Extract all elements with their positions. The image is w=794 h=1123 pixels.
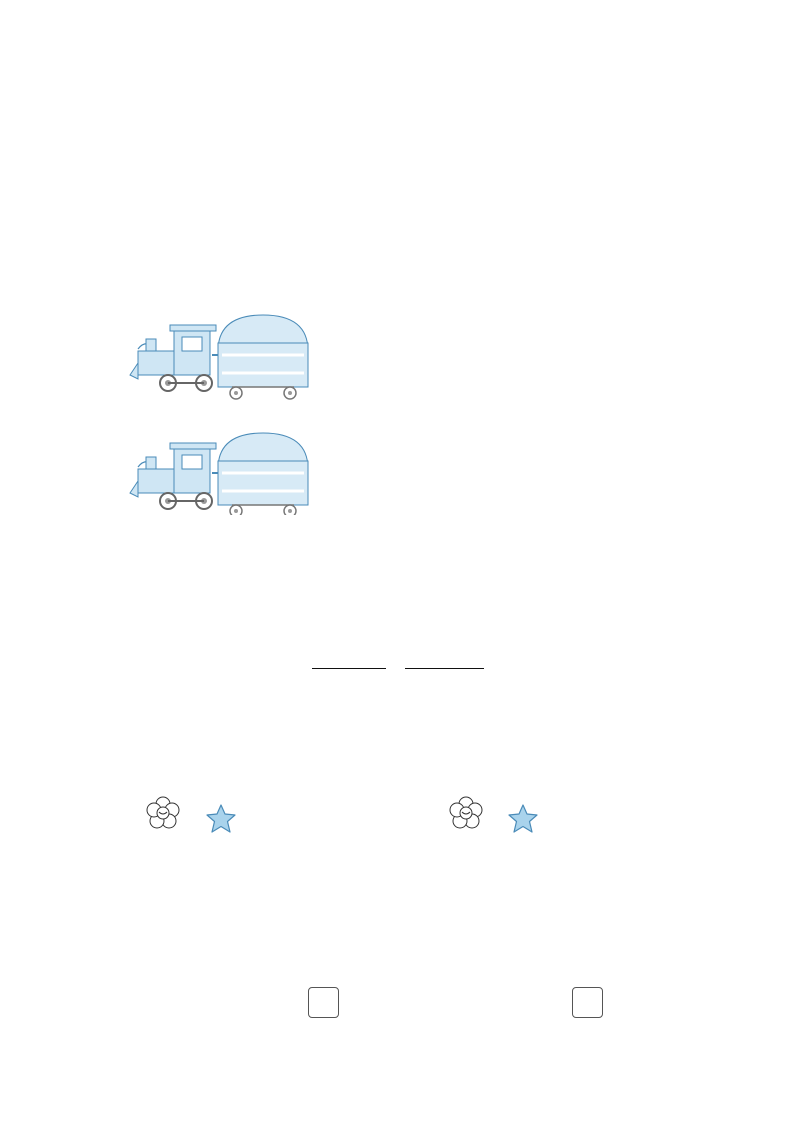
star-icon xyxy=(204,802,238,836)
s5q3-eq1-answer-box[interactable] xyxy=(308,987,339,1018)
number-ruler-2 xyxy=(453,942,645,972)
flower-row-2 xyxy=(432,852,672,892)
trains-figure xyxy=(120,305,700,515)
s5q1-blank-2[interactable] xyxy=(405,668,484,669)
train-1 xyxy=(130,315,308,399)
flower-row-1 xyxy=(130,852,370,892)
star-row xyxy=(334,752,462,786)
train-2 xyxy=(130,433,308,515)
star-icon xyxy=(506,802,540,836)
number-ruler-1 xyxy=(148,942,418,972)
flower-icon xyxy=(448,796,484,832)
s5q1-blank-1[interactable] xyxy=(312,668,386,669)
flower-icon xyxy=(145,796,181,832)
s5q3-eq2-answer-box[interactable] xyxy=(572,987,603,1018)
